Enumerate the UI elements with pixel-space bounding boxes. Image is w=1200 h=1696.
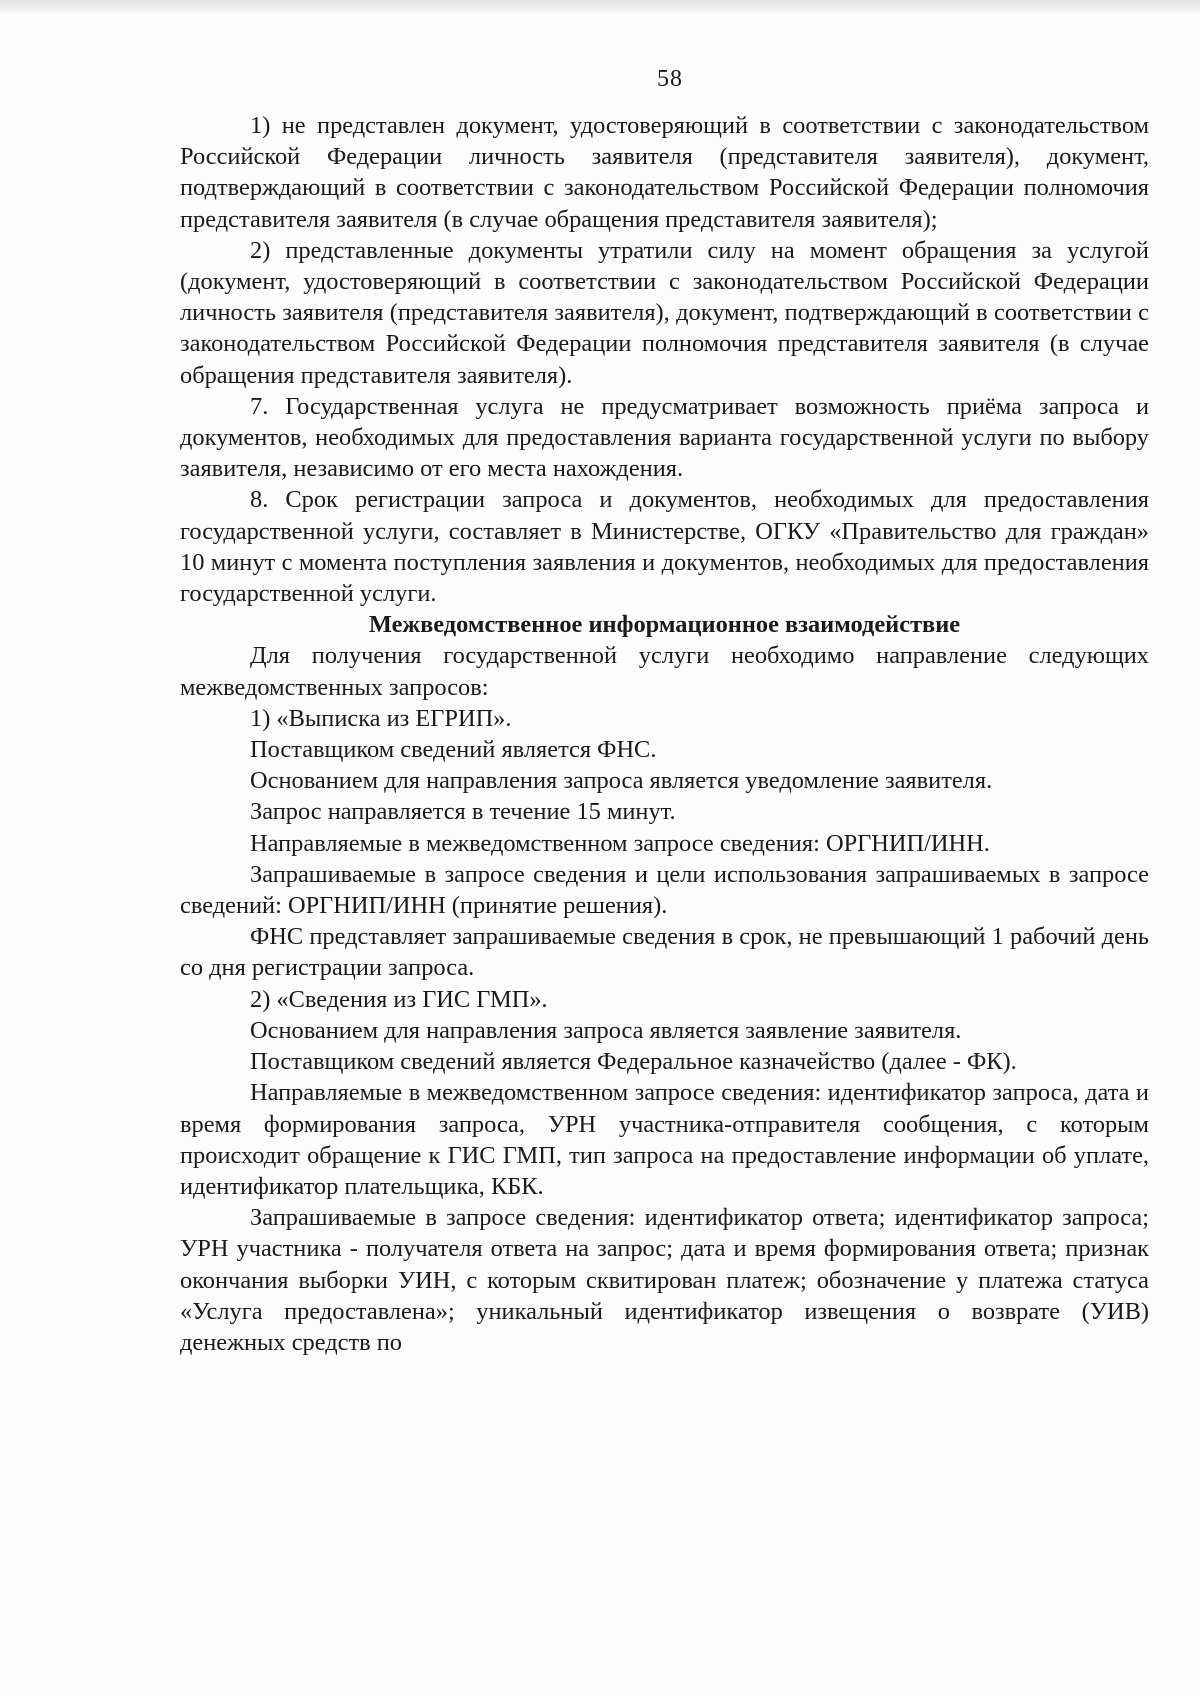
paragraph: 2) представленные документы утратили силу на момент обращения за услугой (документ, удостоверяющий в соответствии с законодательством Российской Федерации личность заявителя (представителя заявителя), документ, подтверждающий в соответствии с законодательством Российской Федерации полномочия представителя заявителя (в случае обращения представителя заявителя). bbox=[180, 236, 1149, 389]
paragraph: Направляемые в межведомственном запросе сведения: идентификатор запроса, дата и время формирования запроса, УРН участника-отправителя сообщения, с которым происходит обращение к ГИС ГМП, тип запроса на предоставление информации об уплате, идентификатор плательщика, КБК. bbox=[180, 1079, 1149, 1200]
paragraph: 7. Государственная услуга не предусматривает возможность приёма запроса и документов, необходимых для предоставления варианта государственной услуги по выбору заявителя, независимо от его места нахождения. bbox=[180, 392, 1149, 483]
paragraph: Основанием для направления запроса является уведомление заявителя. bbox=[250, 767, 993, 795]
scan-edge-shadow bbox=[0, 0, 1200, 14]
paragraph: Запрос направляется в течение 15 минут. bbox=[250, 798, 676, 826]
document-body bbox=[180, 110, 1149, 1358]
paragraph: 8. Срок регистрации запроса и документов, необходимых для предоставления государственной услуги, составляет в Министерстве, ОГКУ «Правительство для граждан» 10 минут с момента поступления заявления и документов, необходимых для предоставления государственной услуги. bbox=[180, 486, 1149, 608]
section-heading: Межведомственное информационное взаимодействие bbox=[368, 611, 961, 639]
paragraph: Для получения государственной услуги необходимо направление следующих межведомственных запросов: bbox=[180, 642, 1149, 701]
paragraph: Поставщиком сведений является ФНС. bbox=[250, 736, 657, 764]
paragraph: 1) не представлен документ, удостоверяющий в соответствии с законодательством Российской Федерации личность заявителя (представителя заявителя), документ, подтверждающий в соответствии с законодательством Российской Федерации полномочия представителя заявителя (в случае обращения представителя заявителя); bbox=[180, 112, 1149, 233]
paragraph: ФНС представляет запрашиваемые сведения в срок, не превышающий 1 рабочий день со дня регистрации запроса. bbox=[180, 923, 1149, 982]
paragraph: 1) «Выписка из ЕГРИП». bbox=[250, 704, 512, 732]
paragraph: Поставщиком сведений является Федеральное казначейство (далее - ФК). bbox=[250, 1048, 1017, 1076]
paragraph: 2) «Сведения из ГИС ГМП». bbox=[250, 985, 548, 1013]
paragraph: Запрашиваемые в запросе сведения и цели использования запрашиваемых в запросе сведений: ОРГНИП/ИНН (принятие решения). bbox=[180, 860, 1149, 920]
paragraph: Запрашиваемые в запросе сведения: идентификатор ответа; идентификатор запроса; УРН участника - получателя ответа на запрос; дата и время формирования ответа; признак окончания выборки УИН, с которым сквитирован платеж; обозначение у платежа статуса «Услуга предоставлена»; уникальный идентификатор извещения о возврате (УИВ) денежных средств по bbox=[180, 1204, 1149, 1356]
page-number: 58 bbox=[657, 66, 683, 92]
paragraph: Направляемые в межведомственном запросе сведения: ОРГНИП/ИНН. bbox=[250, 829, 990, 857]
paragraph: Основанием для направления запроса является заявление заявителя. bbox=[250, 1016, 962, 1044]
